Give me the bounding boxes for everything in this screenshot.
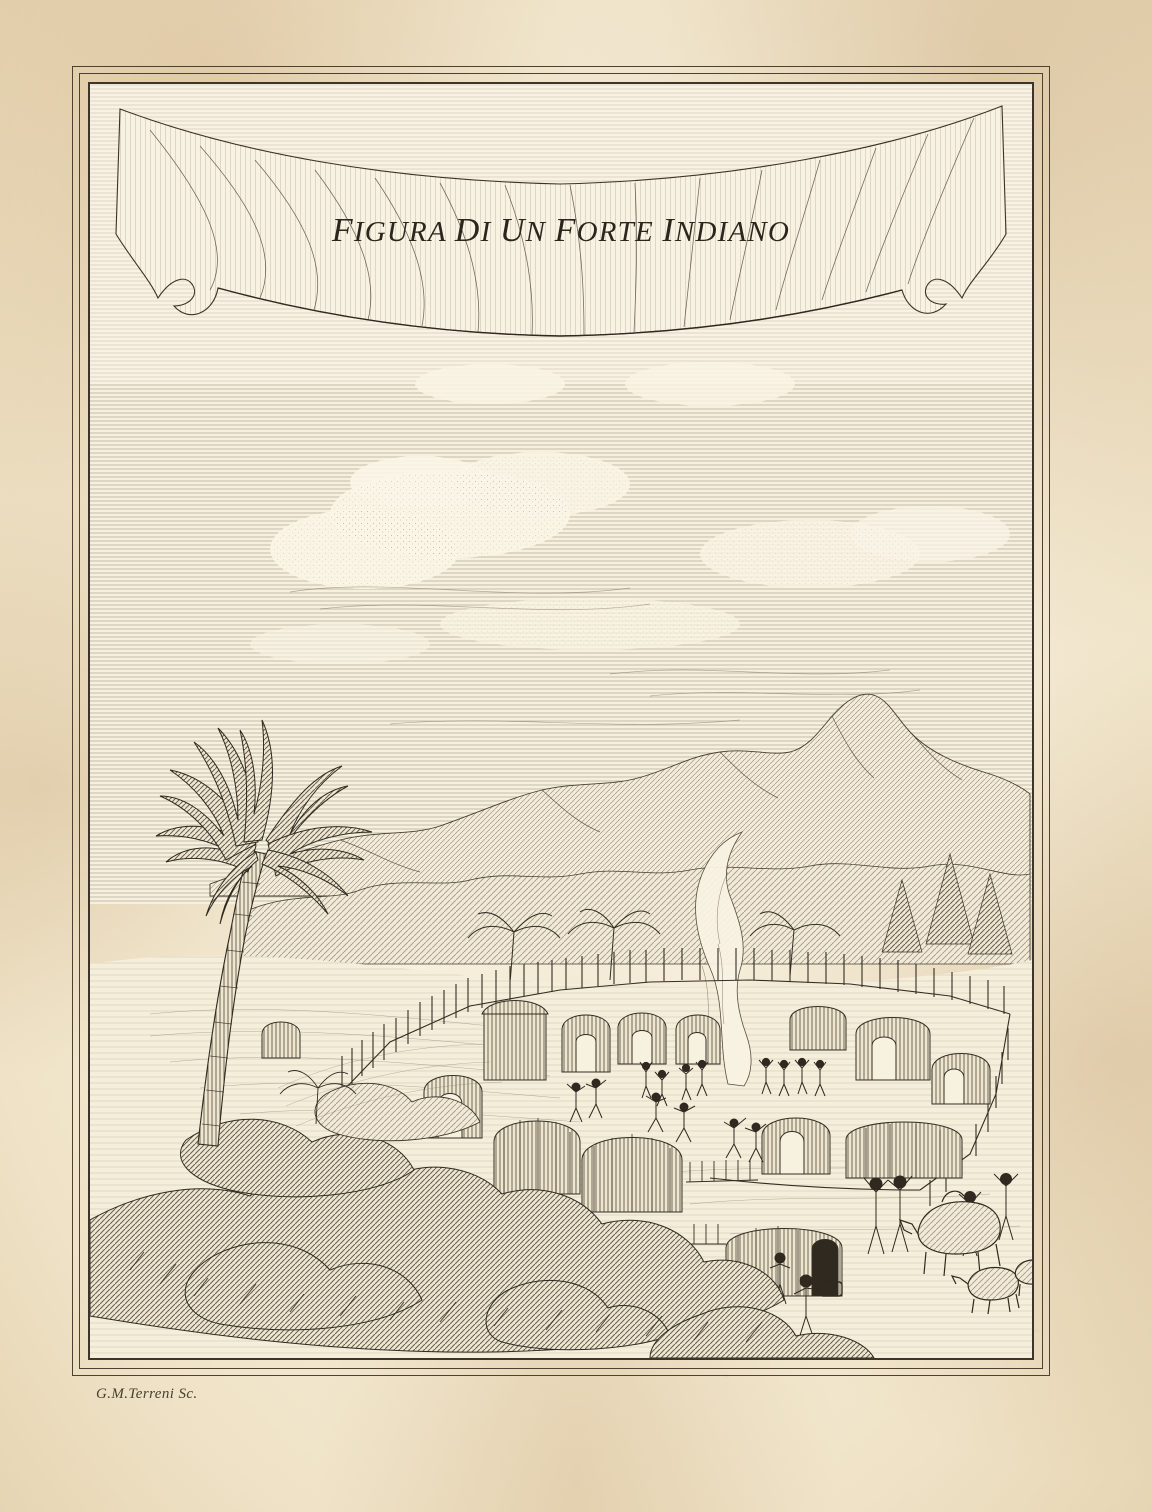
engraver-signature: G.M.Terreni Sc. (96, 1386, 198, 1402)
hut-dome-2 (618, 1013, 666, 1064)
hut-barrel-right-1 (790, 1007, 846, 1051)
hut-barrel-front-right (762, 1118, 830, 1174)
engraving-plate (72, 66, 1050, 1376)
hut-dome-1 (562, 1015, 610, 1072)
hut-outside-left (262, 1022, 300, 1058)
plate-title: FIGURA DI UN FORTE INDIANO (331, 212, 791, 249)
hut-barrel-right-long (846, 1122, 962, 1178)
hut-barrel-front-left (494, 1118, 580, 1194)
hut-dome-3 (676, 1015, 720, 1064)
hut-tower (482, 1001, 548, 1081)
hut-barrel-right-2 (856, 1018, 930, 1081)
hut-barrel-right-3 (932, 1054, 990, 1105)
hut-barrel-front-mid (582, 1134, 682, 1212)
engraving-artwork (90, 84, 1032, 1358)
engraved-illustration (90, 84, 1032, 1358)
